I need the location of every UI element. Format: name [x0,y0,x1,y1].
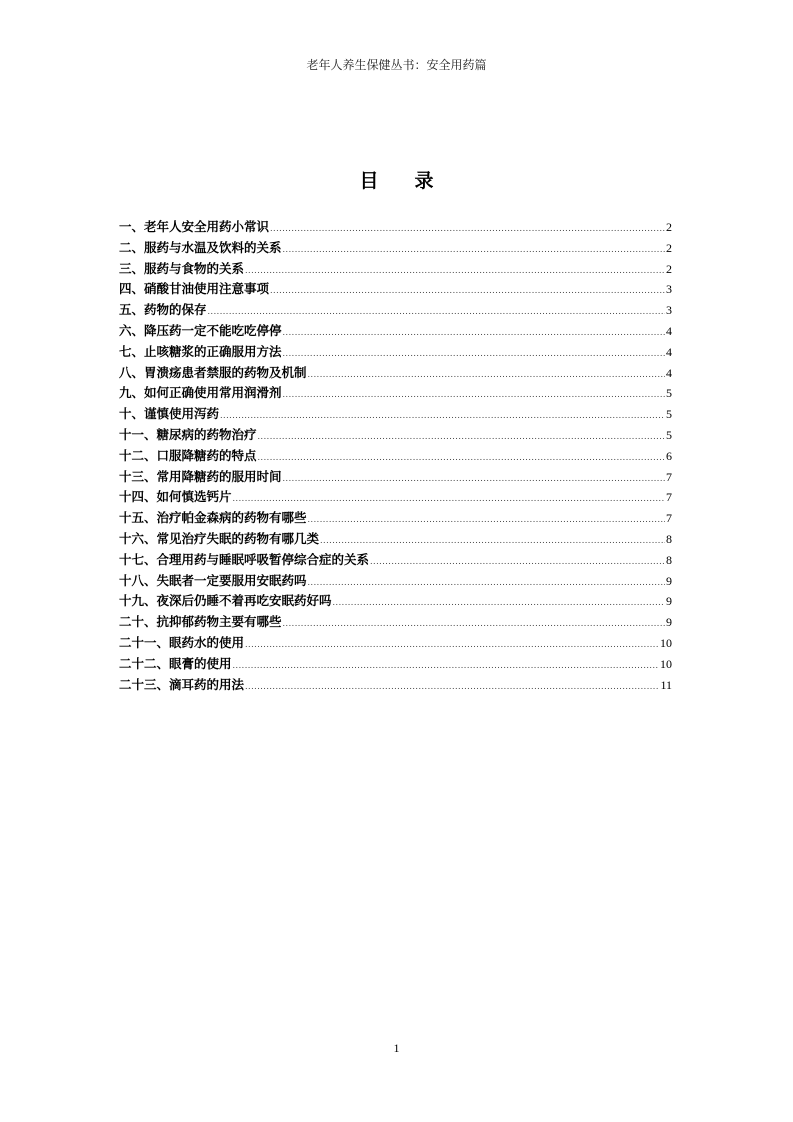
toc-entry[interactable] [119,217,672,238]
toc-entry-label: 十、谨慎使用泻药 [119,406,220,422]
toc-dot-leader [308,573,665,594]
toc-entry-page: 7 [666,469,672,484]
toc-entry-label: 十七、合理用药与睡眠呼吸暂停综合症的关系 [119,551,370,567]
toc-entry-page: 5 [666,407,672,422]
toc-entry[interactable] [119,508,672,529]
toc-entry[interactable] [119,571,672,592]
toc-entry[interactable] [119,529,672,550]
toc-dot-leader [258,427,665,448]
toc-entry-label: 二十三、滴耳药的用法 [119,676,245,692]
toc-entry-page: 5 [666,427,672,442]
toc-dot-leader [208,302,665,323]
toc-entry[interactable] [119,238,672,259]
toc-dot-leader [283,323,665,344]
toc-list [119,217,672,695]
toc-entry-page: 11 [660,677,672,692]
toc-entry-label: 十九、夜深后仍睡不着再吃安眠药好吗 [119,593,332,609]
toc-entry-label: 五、药物的保存 [119,302,207,318]
toc-entry-page: 9 [666,573,672,588]
toc-entry-label: 十一、糖尿病的药物治疗 [119,426,257,442]
toc-entry[interactable] [119,404,672,425]
toc-entry-page: 7 [666,511,672,526]
toc-entry-label: 四、硝酸甘油使用注意事项 [119,281,270,297]
toc-entry[interactable] [119,425,672,446]
toc-entry-label: 二、服药与水温及饮料的关系 [119,239,282,255]
toc-dot-leader [245,635,659,656]
toc-entry-label: 十五、治疗帕金森病的药物有哪些 [119,510,307,526]
toc-entry[interactable] [119,446,672,467]
toc-entry-page: 4 [666,365,672,380]
toc-entry[interactable] [119,321,672,342]
toc-entry-page: 4 [666,323,672,338]
toc-dot-leader [308,510,665,531]
toc-dot-leader [370,552,665,573]
toc-entry-label: 七、止咳糖浆的正确服用方法 [119,343,282,359]
toc-entry-page: 2 [666,261,672,276]
toc-entry-label: 九、如何正确使用常用润滑剂 [119,385,282,401]
toc-dot-leader [283,614,665,635]
toc-dot-leader [308,365,665,386]
toc-entry[interactable] [119,487,672,508]
toc-dot-leader [245,677,659,698]
toc-dot-leader [283,469,665,490]
toc-entry[interactable] [119,363,672,384]
toc-dot-leader [233,656,659,677]
toc-entry-page: 2 [666,220,672,234]
toc-entry-label: 十四、如何慎选钙片 [119,489,232,505]
toc-dot-leader [270,219,665,240]
toc-entry[interactable] [119,342,672,363]
toc-entry-label: 一、老年人安全用药小常识 [119,219,270,234]
toc-entry[interactable] [119,259,672,280]
toc-entry-page: 10 [660,656,672,671]
toc-entry-page: 9 [666,594,672,609]
toc-entry-label: 三、服药与食物的关系 [119,260,245,276]
toc-dot-leader [320,531,665,552]
toc-entry-label: 二十一、眼药水的使用 [119,634,245,650]
toc-entry-label: 十三、常用降糖药的服用时间 [119,468,282,484]
toc-entry[interactable] [119,654,672,675]
toc-dot-leader [233,489,665,510]
toc-entry[interactable] [119,279,672,300]
toc-entry[interactable] [119,675,672,696]
toc-entry[interactable] [119,550,672,571]
toc-entry-page: 2 [666,240,672,255]
toc-dot-leader [258,448,665,469]
toc-entry-page: 5 [666,386,672,401]
toc-entry-page: 3 [666,282,672,297]
toc-entry-page: 7 [666,490,672,505]
toc-entry-label: 二十、抗抑郁药物主要有哪些 [119,614,282,630]
toc-entry-page: 3 [666,303,672,318]
toc-entry[interactable] [119,300,672,321]
toc-entry[interactable] [119,612,672,633]
toc-entry-page: 4 [666,344,672,359]
toc-entry-label: 十二、口服降糖药的特点 [119,447,257,463]
toc-entry[interactable] [119,383,672,404]
toc-entry-page: 8 [666,552,672,567]
toc-title-char-1: 目 [359,170,379,192]
toc-entry-label: 八、胃溃疡患者禁服的药物及机制 [119,364,307,380]
toc-dot-leader [283,344,665,365]
toc-entry-page: 8 [666,531,672,546]
toc-entry-label: 六、降压药一定不能吃吃停停 [119,322,282,338]
toc-entry-label: 十六、常见治疗失眠的药物有哪几类 [119,530,320,546]
toc-entry-label: 十八、失眠者一定要服用安眠药吗 [119,572,307,588]
toc-entry[interactable] [119,591,672,612]
toc-dot-leader [270,281,665,302]
running-header: 老年人养生保健丛书：安全用药篇 [306,58,487,72]
toc-dot-leader [283,240,665,261]
toc-dot-leader [245,261,665,282]
toc-entry-page: 6 [666,448,672,463]
toc-entry-page: 10 [660,635,672,650]
toc-title-char-2: 录 [414,170,434,192]
toc-entry[interactable] [119,633,672,654]
toc-entry-page: 9 [666,615,672,630]
toc-entry-label: 二十二、眼膏的使用 [119,655,232,671]
toc-dot-leader [220,406,665,427]
page-number: 1 [393,1041,400,1055]
toc-entry[interactable] [119,467,672,488]
toc-title [0,166,793,193]
toc-dot-leader [333,593,665,614]
toc-dot-leader [283,385,665,406]
